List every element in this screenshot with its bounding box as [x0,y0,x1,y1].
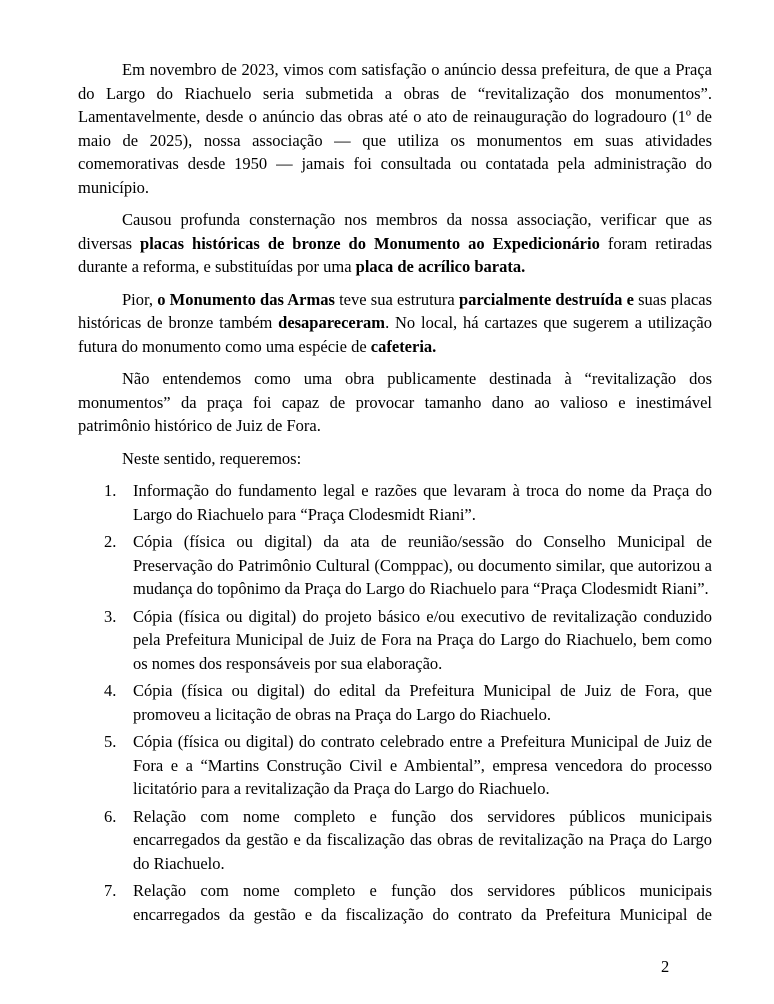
request-item-text: Cópia (física ou digital) do edital da Prefeitura Municipal de Juiz de Fora, que promoveu a licitação de obras na Praça do Largo do Riachuelo. [133,681,712,724]
text-run: Causou profunda consternação nos membros da nossa associação, verificar que as diversas [78,210,712,253]
document-content [78,58,712,930]
bold-text-run: parcialmente destruída e [458,289,634,309]
text-run: teve sua estrutura [334,289,459,309]
request-item-text: Cópia (física ou digital) do projeto básico e/ou executivo de revitalização conduzido pela Prefeitura Municipal de Juiz de Fora na Praça do Largo do Riachuelo, bem como os nomes dos responsáveis por sua elaboração. [133,606,712,673]
paragraph-4 [78,367,712,438]
request-item-text: Relação com nome completo e função dos servidores públicos municipais encarregados da gestão e da fiscalização das obras de revitalização na Praça do Largo do Riachuelo. [133,806,712,873]
text-run: Em novembro de 2023, vimos com satisfação o anúncio dessa prefeitura, de que a Praça do Largo do Riachuelo seria submetida a obras de “revitalização dos monumentos”. Lamentavelmente, desde o anúncio das obras até o ato de reinauguração do logradouro (1º de maio de 2025), nossa associação — que utiliza os monumentos em suas atividades comemorativas desde 1950 — jamais foi consultada ou contatada pela administração do município. [78,60,712,197]
request-item-text: Cópia (física ou digital) do contrato celebrado entre a Prefeitura Municipal de Juiz de Fora e a “Martins Construção Civil e Ambiental”, empresa vencedora do processo licitatório para a revitalização da Praça do Largo do Riachuelo. [133,732,712,798]
request-item-text: Relação com nome completo e função dos servidores públicos municipais encarregados da gestão e da fiscalização do contrato da Prefeitura Municipal de [133,881,712,924]
request-item-2 [104,530,712,601]
bold-text-run: placas históricas de bronze do Monumento ao Expedicionário [140,233,600,253]
paragraph-1 [78,58,712,199]
page-footer [661,955,669,979]
text-run: suas placas históricas de bronze também [78,289,712,332]
request-item-3 [104,605,712,676]
text-run: Neste sentido, requeremos: [122,448,302,468]
request-item-number: 7. [104,881,117,900]
request-item-number: 4. [104,681,117,700]
request-item-7 [104,879,712,926]
text-run: foram retiradas durante a reforma, e substituídas por uma [78,233,712,276]
request-item-number: 2. [104,532,117,551]
text-run: Não entendemos como uma obra publicamente destinada à “revitalização dos monumentos” da praça foi capaz de provocar tamanho dano ao valioso e inestimável patrimônio histórico de Juiz de Fora. [78,369,712,435]
request-item-6 [104,805,712,876]
page-number: 2 [661,957,670,976]
request-item-text: Informação do fundamento legal e razões que levaram à troca do nome da Praça do Largo do Riachuelo para “Praça Clodesmidt Riani”. [133,481,712,524]
request-item-number: 5. [104,732,117,751]
text-run: . No local, há cartazes que sugerem a utilização futura do monumento como uma espécie de [78,313,712,356]
text-run: Pior, [122,289,158,309]
request-list [78,479,712,926]
paragraph-5 [78,447,712,471]
request-item-1 [104,479,712,526]
request-item-text: Cópia (física ou digital) da ata de reunião/sessão do Conselho Municipal de Preservação do Patrimônio Cultural (Comppac), ou documento similar, que autorizou a mudança do topônimo da Praça do Largo do Riachuelo para “Praça Clodesmidt Riani”. [133,532,712,598]
bold-text-run: cafeteria. [370,336,437,356]
bold-text-run: placa de acrílico barata. [355,257,526,276]
request-item-4 [104,679,712,726]
paragraphs-container [78,58,712,470]
request-item-number: 3. [104,606,117,626]
bold-text-run: desapareceram [278,313,386,332]
request-item-number: 1. [104,481,117,500]
request-item-number: 6. [104,806,117,826]
paragraph-3 [78,288,712,359]
request-item-5 [104,730,712,801]
paragraph-2 [78,208,712,279]
bold-text-run: o Monumento das Armas [157,289,335,309]
